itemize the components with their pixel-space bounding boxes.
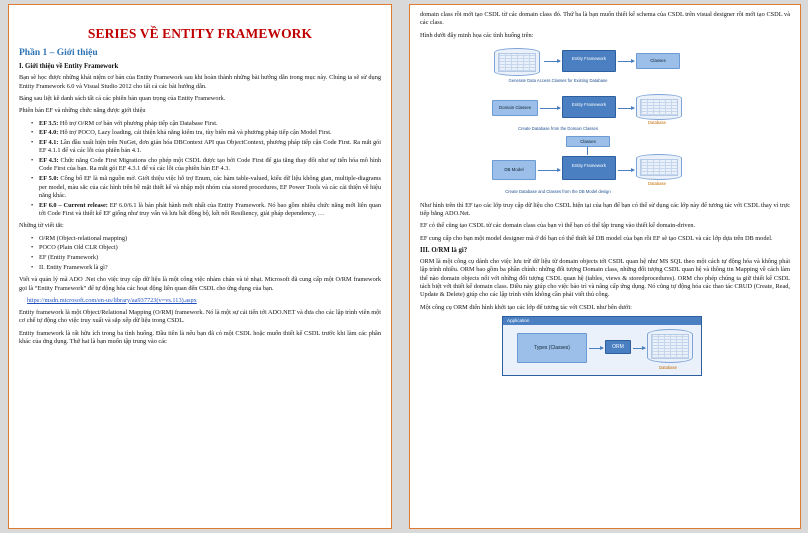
- paragraph: Những từ viết tắt:: [19, 222, 64, 230]
- list-item: • EF 6.0 – Current release: EF 6.0/6.1 là bản phát hành mới nhất của Entity Framework. Nó bao gồm nhiều chức năng mới liên quan tới Code First và thiết kế EF giống như truy vấn và lưu bất đồng bộ, kết nối Resiliency, giải pháp dependency, …: [31, 202, 381, 219]
- paragraph: Như hình trên thì EF tạo các lớp truy cập dữ liệu cho CSDL hiện tại của bạn để bạn có thể sử dụng các lớp này để tương tác với CSDL thay vì trực tiếp bằng ADO.Net.: [420, 201, 790, 218]
- entity-framework-box: Entity Framework: [562, 50, 616, 72]
- paragraph: Một công cụ ORM điển hình khởi tạo các lớp để tương tác với CSDL như bên dưới:: [420, 303, 632, 311]
- paragraph: Entity framework là rất hữu ích trong ba tình huống. Đầu tiên là nếu bạn đã có một CSDL hoặc muốn thiết kế CSDL trước khi làm các phần khác của ứng dụng. Thứ hai là bạn muốn tập trung vào các: [19, 329, 381, 346]
- document-page-1: [8, 4, 392, 529]
- paragraph: Hình dưới đây minh họa các tình huống trên:: [420, 31, 534, 39]
- figure-caption: Generate Data Access Classes for Existing Database: [508, 77, 608, 83]
- paragraph: ORM là một công cụ dành cho việc lưu trữ dữ liệu từ domain objects tới CSDL quan hệ như MS SQL theo một cách tự động hóa và không phải lập trình nhiều. ORM bao gồm ba phần chính: những đối tượng Domain class, những đối tượng CSDL quan hệ và thông tin Mapping về cách làm thế nào domain objects nối với những đối tượng CSDL quan hệ (tables, views & storedprocedures). ORM cho phép chúng ta giữ thiết kế CSDL tách biệt với thiết kế domain class. Điều này giúp cho việc bảo trì và nâng cấp ứng dụng. Nó cũng tự động hóa các thao tác CRUD (Create, Read, Update & Delete) giúp cho các lập trình viên không cần phải viết thủ công.: [420, 258, 790, 299]
- paragraph: domain class rồi mới tạo CSDL từ các domain class đó. Thứ ba là bạn muốn thiết kế schema của CSDL trên visual designer rồi mới tạo CSDL và các class.: [420, 11, 790, 27]
- figure-caption: Create Database and Classes from the DB Model design: [505, 188, 611, 194]
- document-page-2: [409, 4, 801, 529]
- list-item: • EF 3.5: Hỗ trợ O/RM cơ bản với phương pháp tiếp cận Database First.: [31, 120, 381, 128]
- version-list: [31, 120, 381, 219]
- paragraph: EF có thể cũng tạo CSDL từ các domain class của bạn vì thế bạn có thể tập trung vào thiết kế domain-driven.: [420, 222, 696, 230]
- list-item: • O/RM (Object-relational mapping): [31, 235, 381, 243]
- database-label: Database: [648, 119, 666, 125]
- list-item: • EF 5.0: Công bố EF là mã nguồn mở. Giới thiệu việc hỗ trợ Enum, các hàm table-valued, kiểu dữ liệu không gian, multiple-diagrams per model, màu sắc của các hình trên bề mặt thiết kế và nhập một nhóm của stored procedures, EF Power Tools và các cải thiện về hiệu năng khác.: [31, 175, 381, 200]
- database-icon: [636, 94, 682, 120]
- list-item: • EF 4.3: Chức năng Code First Migrations cho phép một CSDL được tạo bởi Code First để gia tăng thay đổi như sự tiến hóa mô hình Code First của bạn. Ra mắt gói EF 4.3.1 để vá các lỗi của phiên bản EF 4.3.: [31, 157, 381, 174]
- classes-box: Classes: [566, 136, 610, 147]
- figure-db-model: [478, 136, 790, 202]
- paragraph: EF cung cấp cho bạn một model designer mà ở đó bạn có thể thiết kế DB model của bạn rồi EF sẽ tạo CSDL và các lớp dựa trên DB model.: [420, 234, 773, 242]
- database-icon: [636, 154, 682, 180]
- msdn-link[interactable]: https://msdn.microsoft.com/en-us/library/aa937723(v=vs.113).aspx: [27, 296, 197, 304]
- heading-orm: III. O/RM là gì?: [420, 247, 468, 255]
- types-classes-box: Types (Classes): [517, 333, 587, 363]
- database-icon: [647, 329, 693, 363]
- application-label: Application: [503, 317, 701, 325]
- document-title: SERIES VỀ ENTITY FRAMEWORK: [87, 26, 313, 41]
- orm-box: ORM: [605, 340, 631, 354]
- list-item: • EF 4.1: Lần đầu xuất hiện trên NuGet, đơn giản hóa DBContext API qua ObjectContext, phương pháp tiếp cận Code First. Ra mắt gói EF 4.1.1 để vá các lỗi của phiên bản 4.1.: [31, 139, 381, 156]
- figure-existing-database: [478, 44, 790, 88]
- database-label: Database: [648, 180, 666, 186]
- entity-framework-box: Entity Framework: [562, 96, 616, 118]
- heading-intro: I. Giới thiệu về Entity Framework: [19, 63, 119, 71]
- abbreviation-list: [31, 235, 381, 273]
- paragraph: Bạn sẽ học được những khái niệm cơ bản của Entity Framework sau khi hoàn thành những bài hướng dẫn trong mục này. Chúng ta sẽ sử dụng Entity Framework 6.0 và Visual Studio 2012 cho tất cả các bài hướng dẫn.: [19, 74, 381, 90]
- list-item: • POCO (Plain Old CLR Object): [31, 244, 381, 252]
- list-item: • II. Entity Framework là gì?: [31, 264, 381, 272]
- figure-caption: Create Database from the Domain Classes: [518, 125, 598, 131]
- figure-domain-classes: [478, 90, 790, 134]
- domain-classes-box: Domain Classes: [492, 100, 538, 116]
- paragraph: Bảng sau liệt kê danh sách tất cả các phiên bản quan trọng của Entity Framework.: [19, 94, 226, 102]
- classes-box: Classes: [636, 53, 680, 69]
- application-container: [502, 316, 702, 376]
- entity-framework-box: Entity Framework: [562, 156, 616, 180]
- database-icon: [494, 48, 540, 76]
- figure-orm: [420, 316, 790, 378]
- paragraph: Phiên bản EF và những chức năng được giới thiệu: [19, 107, 146, 115]
- list-item: • EF (Entity Framework): [31, 254, 381, 262]
- database-label: Database: [659, 364, 677, 370]
- list-item: • EF 4.0: Hỗ trợ POCO, Lazy loading, cải thiện khả năng kiểm tra, tùy biến mã và phương pháp tiếp cận Model First.: [31, 129, 381, 137]
- section-heading: Phần 1 – Giới thiệu: [19, 47, 98, 58]
- paragraph: Viết và quản lý mã ADO .Net cho việc truy cập dữ liệu là một công việc nhàm chán và tẻ nhạt. Microsoft đã cung cấp một O/RM framework gọi là “Entity Framework” để tự động hóa các hoạt động liên quan đến CSDL cho ứng dụng của bạn.: [19, 276, 381, 292]
- paragraph: Entity framework là một Object/Relational Mapping (O/RM) framework. Nó là một sự cải tiến tới ADO.NET và đưa cho các lập trình viên một cơ chế tự động cho việc truy xuất và sắp xếp dữ liệu trong CSDL.: [19, 309, 381, 325]
- db-model-box: DB Model: [492, 160, 536, 180]
